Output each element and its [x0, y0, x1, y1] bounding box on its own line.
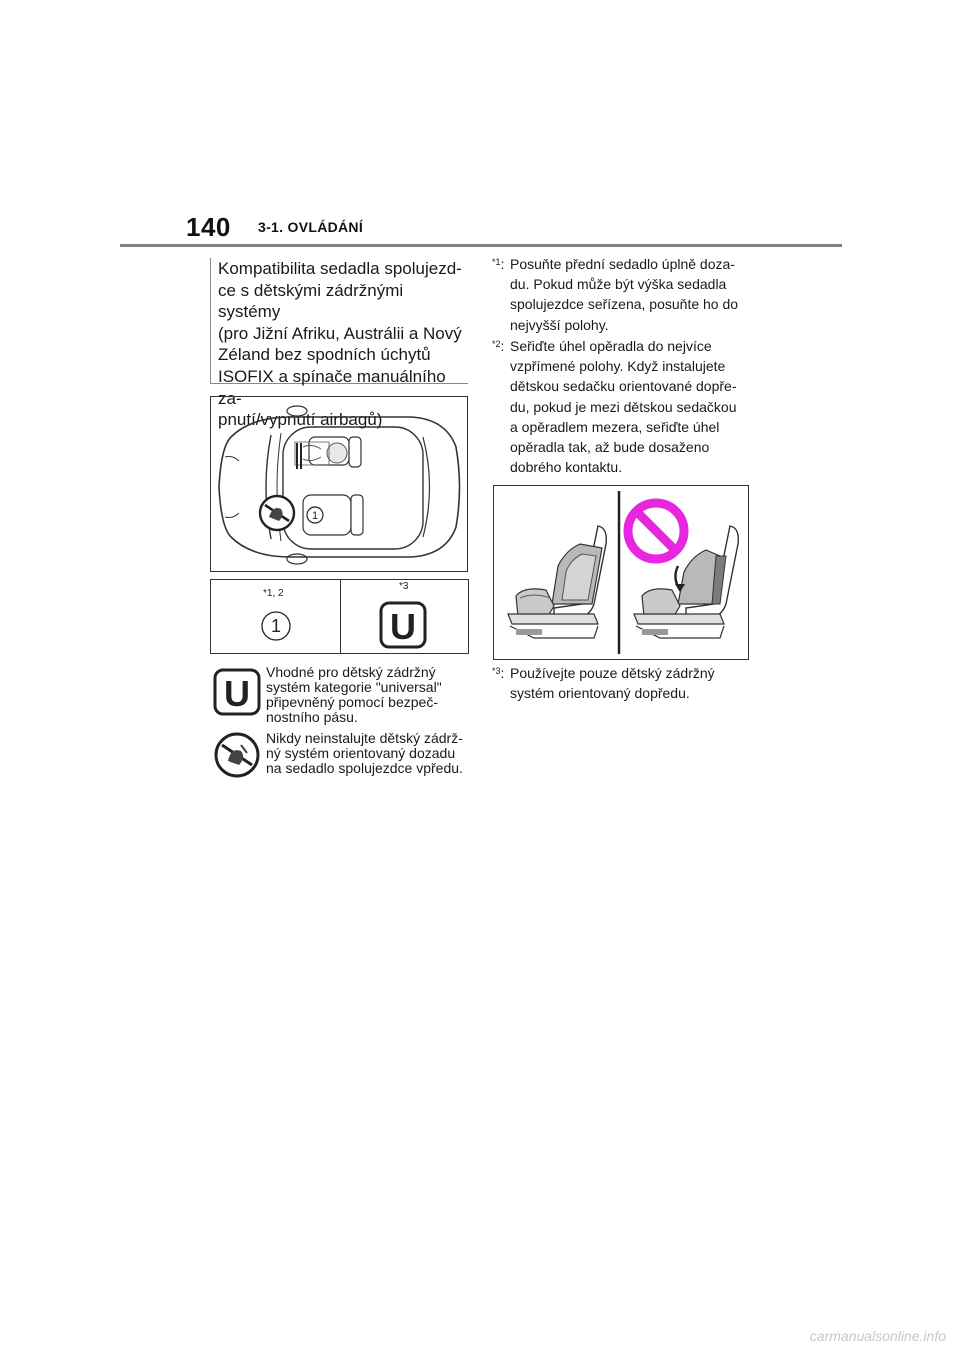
legend-prohibited-icon: [213, 731, 261, 779]
legend-universal-text: [266, 665, 466, 725]
note-line: Používejte pouze dětský zádržný: [510, 665, 715, 681]
note-line: spolujezdce seřízena, posuňte ho do: [510, 296, 739, 313]
note-line: du, pokud je mezi dětskou sedačkou: [510, 398, 737, 415]
note-marker: *2: [492, 339, 501, 349]
heading-line: pnutí/vypnutí airbagů): [218, 410, 383, 430]
note-line: systém orientovaný dopředu.: [510, 685, 690, 702]
universal-u-icon: [379, 601, 427, 649]
note-line: nejvyšší polohy.: [510, 316, 609, 333]
col1-label: *1, 2: [263, 588, 284, 599]
note-line: du. Pokud může být výška sedadla: [510, 276, 727, 293]
heading-line: (pro Jižní Afriku, Austrálii a Nový: [218, 323, 462, 343]
legend-line: Nikdy neinstalujte dětský zádrž-: [266, 730, 463, 746]
note-line: vzpřímené polohy. Když instalujete: [510, 358, 726, 375]
note-2: $^{*2}$: Seřiďte úhel opěradla do nejvíce vzpřímené polohy. Když instalujete dětskou sedačku orientované dopře- du, pokud je mezi dětskou sedačkou a opěradlem mezera, seřiďte úhel opěradla tak, až bude dosaženo dobrého kontaktu.: [492, 336, 754, 477]
col2-symbol: U: [390, 606, 416, 647]
note-1: $^{*1}$: Posuňte přední sedadlo úplně doza- du. Pokud může být výška sedadla spolujezdce seřízena, posuňte ho do nejvyšší polohy.: [492, 254, 754, 335]
watermark: carmanualsonline.info: [809, 1328, 946, 1344]
note-line: dobrého kontaktu.: [510, 459, 623, 476]
col2-label: *3: [399, 581, 409, 592]
legend-prohibited-text: [266, 731, 472, 776]
heading-line: Zéland bez spodních úchytů: [218, 345, 431, 365]
compatibility-heading: [210, 258, 468, 430]
note-line: Posuňte přední sedadlo úplně doza-: [510, 256, 735, 272]
seat-category-table: [210, 579, 469, 654]
note-line: Seřiďte úhel opěradla do nejvíce: [510, 338, 712, 354]
note-marker: *3: [492, 666, 501, 676]
section-title: 3-1. OVLÁDÁNÍ: [258, 219, 364, 235]
legend-line: systém kategorie "universal": [266, 679, 442, 695]
child-seat-comparison-illustration: [493, 485, 749, 660]
legend-universal-u-icon: [213, 668, 261, 716]
note-line: a opěradlem mezera, seřiďte úhel: [510, 418, 720, 435]
note-marker: *1: [492, 257, 501, 267]
heading-line: ISOFIX a spínače manuálního za-: [218, 366, 446, 408]
car-top-view-diagram: [210, 396, 468, 572]
legend-universal-symbol: U: [224, 673, 250, 714]
legend-line: Vhodné pro dětský zádržný: [266, 664, 436, 680]
heading-line: Kompatibilita sedadla spolujezd-: [218, 259, 462, 278]
table-divider: [340, 580, 341, 653]
note-3: $^{*3}$: Používejte pouze dětský zádržný systém orientovaný dopředu.: [492, 663, 754, 703]
col1-symbol: 1: [270, 616, 282, 636]
header-rule: [120, 244, 842, 247]
note-line: dětskou sedačku orientované dopře-: [510, 378, 737, 395]
seat-marker-text: 1: [311, 510, 319, 522]
legend-line: připevněný pomocí bezpeč-: [266, 694, 438, 710]
legend-line: na sedadlo spolujezdce vpředu.: [266, 760, 463, 776]
page-number: 140: [186, 212, 231, 242]
prohibited-sign-icon: [628, 503, 684, 559]
heading-line: ce s dětskými zádržnými systémy: [218, 280, 404, 322]
car-outline-illustration: [211, 397, 467, 571]
forward-facing-seat-ok: [508, 526, 606, 638]
legend-line: nostního pásu.: [266, 709, 358, 725]
note-line: opěradla tak, až bude dosaženo: [510, 439, 710, 456]
legend-line: ný systém orientovaný dozadu: [266, 745, 456, 761]
seat-one-circle-icon: [259, 609, 293, 643]
